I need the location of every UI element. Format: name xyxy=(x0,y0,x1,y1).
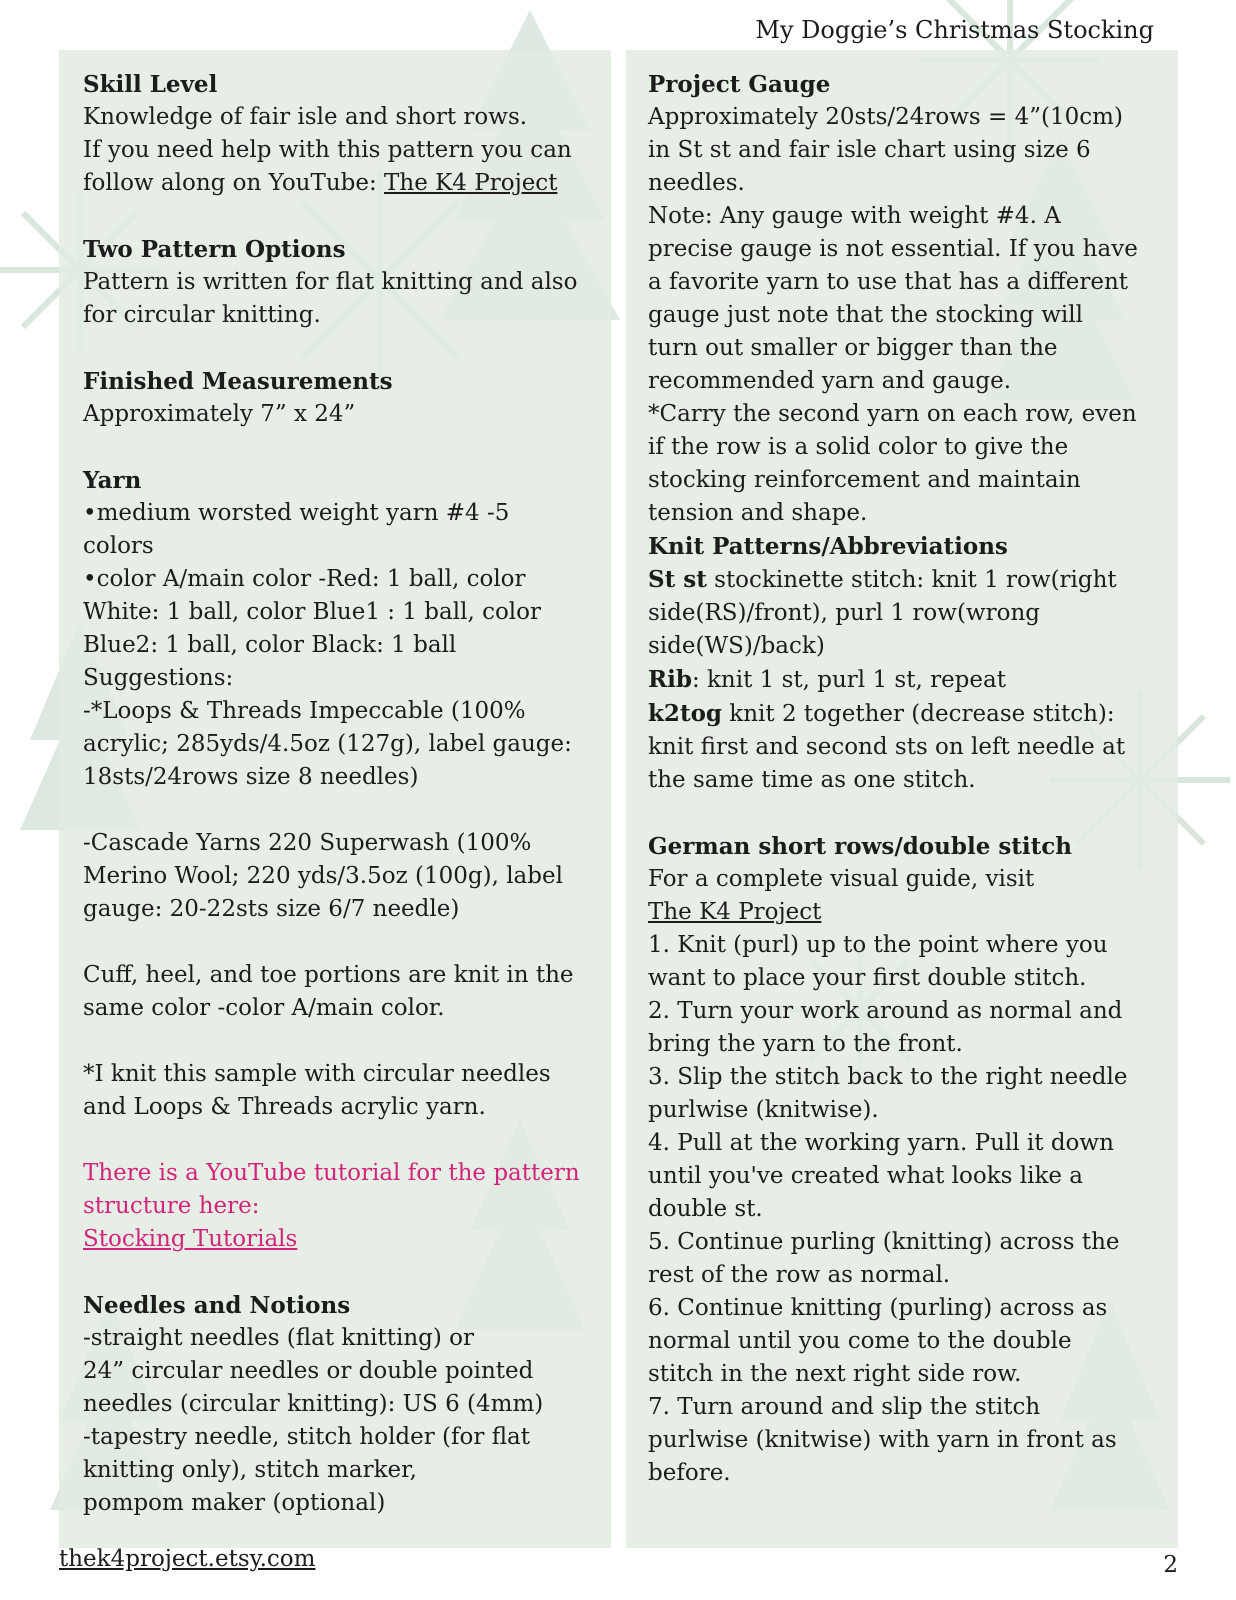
document-title: My Doggie’s Christmas Stocking xyxy=(755,16,1154,44)
pattern-options-text: Pattern is written for flat knitting and also xyxy=(83,269,578,295)
step-line: 5. Continue purling (knitting) across the xyxy=(648,1229,1120,1255)
project-gauge-heading: Project Gauge xyxy=(648,71,831,98)
finished-measurements-text: Approximately 7” x 24” xyxy=(83,401,356,427)
yarn-line: -*Loops & Threads Impeccable (100% xyxy=(83,698,526,724)
step-line: purlwise (knitwise). xyxy=(648,1097,879,1123)
finished-measurements-heading: Finished Measurements xyxy=(83,368,393,395)
gauge-line: *Carry the second yarn on each row, even xyxy=(648,401,1137,427)
cascade-line: Merino Wool; 220 yds/3.5oz (100g), label xyxy=(83,863,563,889)
yarn-line: •color A/main color -Red: 1 ball, color xyxy=(83,566,526,592)
gauge-line: tension and shape. xyxy=(648,500,868,526)
cuff-line: Cuff, heel, and toe portions are knit in the xyxy=(83,962,574,988)
step-line: double st. xyxy=(648,1196,763,1222)
yarn-line: •medium worsted weight yarn #4 -5 colors xyxy=(83,500,510,559)
yarn-heading: Yarn xyxy=(83,467,142,494)
gauge-line: Approximately 20sts/24rows = 4”(10cm) xyxy=(648,104,1123,130)
pattern-options-heading: Two Pattern Options xyxy=(83,236,346,263)
etsy-shop-link[interactable]: thek4project.etsy.com xyxy=(59,1546,316,1572)
step-line: 2. Turn your work around as normal and xyxy=(648,998,1123,1024)
skill-level-text: follow along on YouTube: The K4 Project xyxy=(83,170,558,196)
abbrev-rib: Rib: knit 1 st, purl 1 st, repeat xyxy=(648,666,1006,693)
gauge-line: precise gauge is not essential. If you have xyxy=(648,236,1138,262)
yarn-line: White: 1 ball, color Blue1 : 1 ball, color xyxy=(83,599,542,625)
abbrev-term: k2tog xyxy=(648,700,722,727)
gauge-line: recommended yarn and gauge. xyxy=(648,368,1012,394)
abbrev-line: knit first and second sts on left needle at xyxy=(648,734,1126,760)
cuff-line: same color -color A/main color. xyxy=(83,995,445,1021)
gauge-line: stocking reinforcement and maintain xyxy=(648,467,1081,493)
tutorial-note: There is a YouTube tutorial for the pattern xyxy=(83,1160,580,1186)
abbrev-term: Rib xyxy=(648,666,692,693)
german-intro: For a complete visual guide, visit xyxy=(648,866,1035,892)
needles-line: 24” circular needles or double pointed xyxy=(83,1358,534,1384)
step-line: 7. Turn around and slip the stitch xyxy=(648,1394,1041,1420)
skill-level-text: Knowledge of fair isle and short rows. xyxy=(83,104,528,130)
stocking-tutorials-link[interactable]: Stocking Tutorials xyxy=(83,1226,298,1252)
yarn-line: acrylic; 285yds/4.5oz (127g), label gauge: xyxy=(83,731,572,757)
step-line: rest of the row as normal. xyxy=(648,1262,951,1288)
step-line: 3. Slip the stitch back to the right needle xyxy=(648,1064,1128,1090)
needles-line: knitting only), stitch marker, xyxy=(83,1457,417,1483)
abbrev-term: St st xyxy=(648,566,707,593)
sample-line: *I knit this sample with circular needles xyxy=(83,1061,551,1087)
sample-line: and Loops & Threads acrylic yarn. xyxy=(83,1094,486,1120)
gauge-line: a favorite yarn to use that has a different xyxy=(648,269,1129,295)
step-line: want to place your first double stitch. xyxy=(648,965,1087,991)
abbrev-line: side(RS)/front), purl 1 row(wrong xyxy=(648,600,1040,626)
step-line: stitch in the next right side row. xyxy=(648,1361,1022,1387)
tutorial-note: structure here: xyxy=(83,1193,260,1219)
pattern-options-text: for circular knitting. xyxy=(83,302,321,328)
step-line: until you've created what looks like a xyxy=(648,1163,1084,1189)
gauge-line: if the row is a solid color to give the xyxy=(648,434,1069,460)
gauge-line: turn out smaller or bigger than the xyxy=(648,335,1058,361)
needles-line: -tapestry needle, stitch holder (for flat xyxy=(83,1424,530,1450)
yarn-line: 18sts/24rows size 8 needles) xyxy=(83,764,419,790)
needles-heading: Needles and Notions xyxy=(83,1292,351,1319)
abbrev-line: the same time as one stitch. xyxy=(648,767,976,793)
k4-project-link[interactable]: The K4 Project xyxy=(648,899,822,925)
k4-project-link[interactable]: The K4 Project xyxy=(384,170,558,196)
step-line: purlwise (knitwise) with yarn in front as xyxy=(648,1427,1117,1453)
abbrev-k2tog: k2tog knit 2 together (decrease stitch): xyxy=(648,700,1115,727)
gauge-line: needles. xyxy=(648,170,745,196)
needles-line: -straight needles (flat knitting) or xyxy=(83,1325,474,1351)
cascade-line: gauge: 20-22sts size 6/7 needle) xyxy=(83,896,460,922)
gauge-line: gauge just note that the stocking will xyxy=(648,302,1083,328)
abbrev-stst: St st stockinette stitch: knit 1 row(right xyxy=(648,566,1117,593)
step-line: 6. Continue knitting (purling) across as xyxy=(648,1295,1108,1321)
page-number: 2 xyxy=(1163,1552,1178,1578)
gauge-line: in St st and fair isle chart using size 6 xyxy=(648,137,1091,163)
right-column-panel xyxy=(626,50,1178,1548)
left-column-panel xyxy=(59,50,611,1548)
german-short-rows-heading: German short rows/double stitch xyxy=(648,833,1072,860)
step-line: bring the yarn to the front. xyxy=(648,1031,963,1057)
abbreviations-heading: Knit Patterns/Abbreviations xyxy=(648,533,1008,560)
step-line: 1. Knit (purl) up to the point where you xyxy=(648,932,1108,958)
yarn-line: Blue2: 1 ball, color Black: 1 ball xyxy=(83,632,457,658)
needles-line: needles (circular knitting): US 6 (4mm) xyxy=(83,1391,544,1417)
step-line: before. xyxy=(648,1460,731,1486)
step-line: normal until you come to the double xyxy=(648,1328,1072,1354)
abbrev-line: side(WS)/back) xyxy=(648,633,825,659)
gauge-line: Note: Any gauge with weight #4. A xyxy=(648,203,1061,229)
cascade-line: -Cascade Yarns 220 Superwash (100% xyxy=(83,830,532,856)
skill-level-text: If you need help with this pattern you can xyxy=(83,137,572,163)
skill-level-heading: Skill Level xyxy=(83,71,218,98)
yarn-line: Suggestions: xyxy=(83,665,234,691)
step-line: 4. Pull at the working yarn. Pull it down xyxy=(648,1130,1114,1156)
needles-line: pompom maker (optional) xyxy=(83,1490,386,1516)
